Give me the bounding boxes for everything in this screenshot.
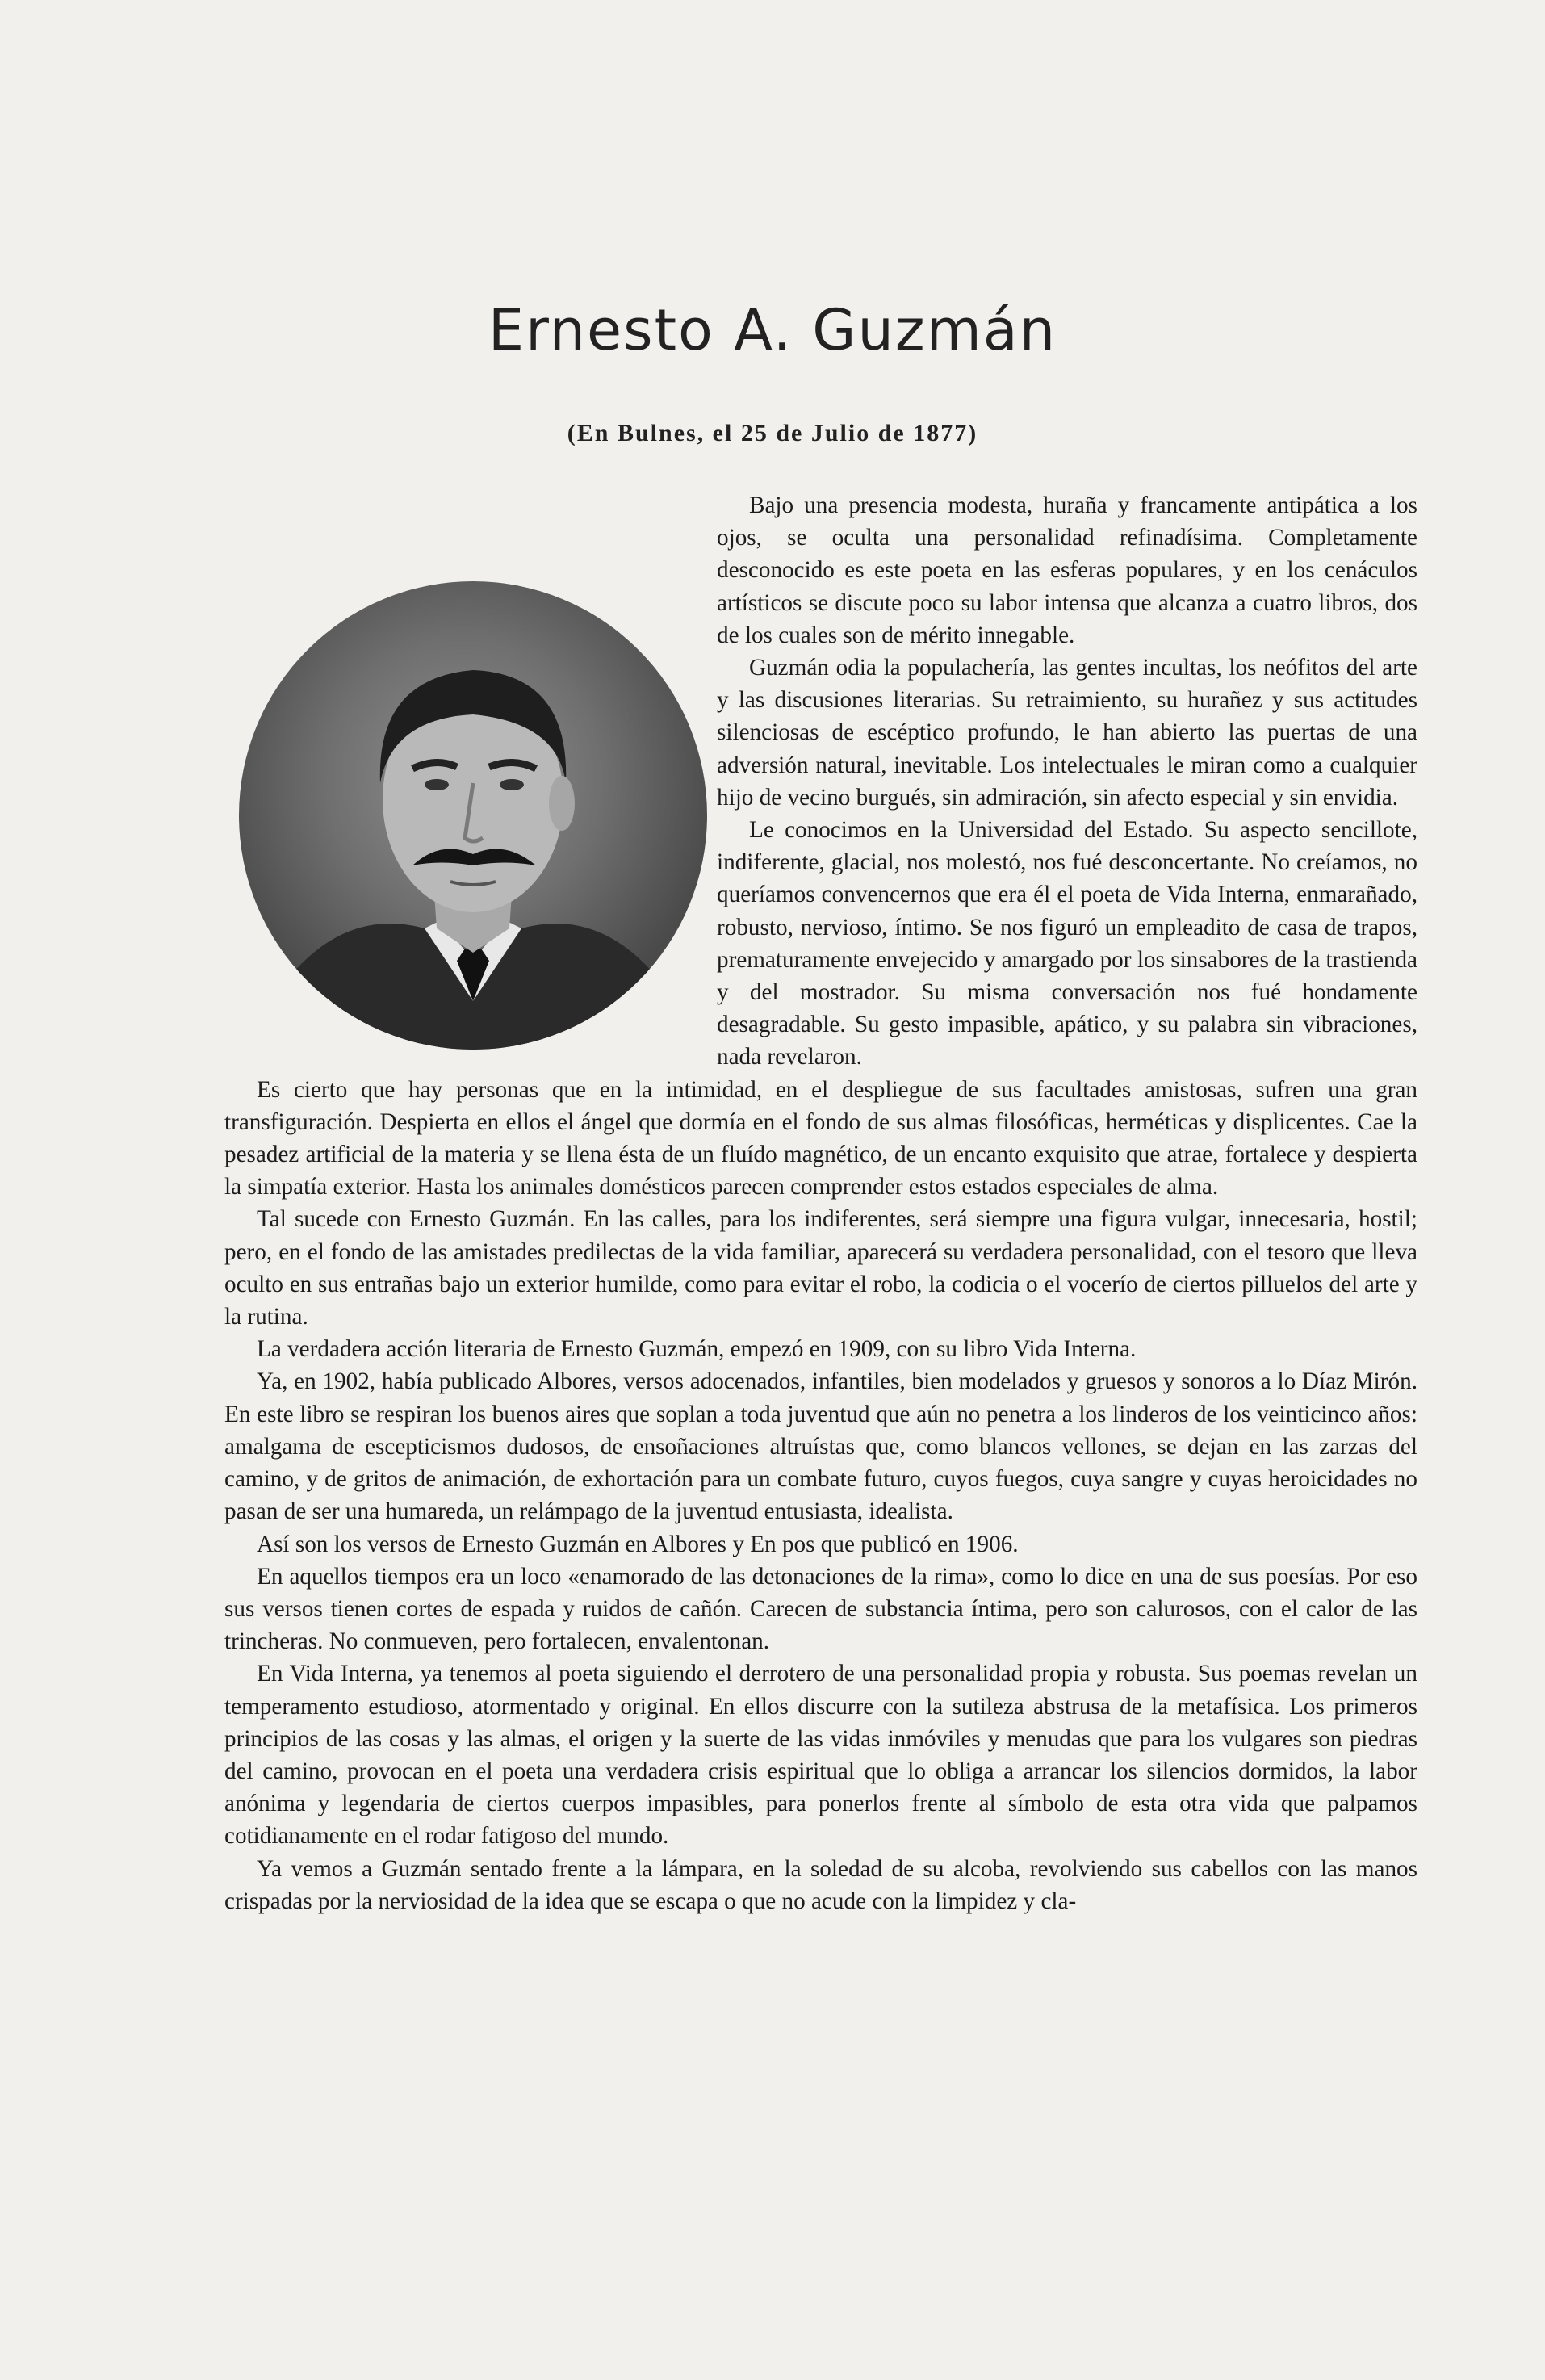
- paragraph: Ya, en 1902, había publicado Albores, versos adocenados, infantiles, bien modelados y gruesos y sonoros a lo Díaz Mirón. En este libro se respiran los buenos aires que soplan a toda juventud que aún no penetra a los linderos de los veinticinco años: amalgama de escepticismos dudosos, de ensoñaciones altruístas que, como blancos vellones, se dejan en las zarzas del camino, y de gritos de animación, de exhortación para un combate futuro, cuyos fuegos, cuya sangre y cuyas heroicidades no pasan de ser una humareda, un relámpago de la juventud entusiasta, idealista.: [224, 1368, 1417, 1525]
- paragraph: Bajo una presencia modesta, huraña y francamente antipática a los ojos, se oculta una personalidad refinadísima. Completamente desconocido es este poeta en las esferas populares, y en los cenáculos artísticos se discute poco su labor intensa que alcanza a cuatro libros, dos de los cuales son de mérito innegable.: [717, 492, 1417, 648]
- paragraph: Así son los versos de Ernesto Guzmán en Albores y En pos que publicó en 1906.: [257, 1531, 1019, 1557]
- page-title: Ernesto A. Guzmán: [488, 297, 1057, 363]
- paragraph: Tal sucede con Ernesto Guzmán. En las calles, para los indiferentes, será siempre una figura vulgar, innecesaria, hostil; pero, en el fondo de las amistades predilectas de la vida familiar, aparecerá su verdadera personalidad, con el tesoro que lleva oculto en sus entrañas bajo un exterior humilde, como para evitar el robo, la codicia o el vocerío de ciertos pilluelos del arte y la rutina.: [224, 1206, 1417, 1330]
- paragraph: En aquellos tiempos era un loco «enamorado de las detonaciones de la rima», como lo dice en una de sus poesías. Por eso sus versos tienen cortes de espada y ruidos de cañón. Carecen de substancia íntima, pero son calurosos, con el calor de las trincheras. No conmueven, pero fortalecen, envalentonan.: [224, 1563, 1417, 1655]
- paragraph: Le conocimos en la Universidad del Estado. Su aspecto sencillote, indiferente, glacial, nos molestó, nos fué desconcertante. No creíamos, no queríamos convencernos que era él el poeta de Vida Interna, enmarañado, robusto, nervioso, íntimo. Se nos figuró un empleadito de casa de trapos, prematuramente envejecido y amargado por los sinsabores de la trastienda y del mostrador. Su misma conversación nos fué hondamente desagradable. Su gesto impasible, apático, y su palabra sin vibraciones, nada revelaron.: [717, 817, 1417, 1071]
- paragraph: La verdadera acción literaria de Ernesto Guzmán, empezó en 1909, con su libro Vida Interna.: [257, 1336, 1137, 1363]
- paragraph: Ya vemos a Guzmán sentado frente a la lámpara, en la soledad de su alcoba, revolviendo sus cabellos con las manos crispadas por la nerviosidad de la idea que se escapa o que no acude con la limpidez y cla-: [224, 1855, 1417, 1914]
- article-body: [224, 489, 1417, 2120]
- portrait-wrap-space: [224, 489, 717, 1066]
- paragraph: Guzmán odia la populachería, las gentes incultas, los neófitos del arte y las discusiones literarias. Su retraimiento, su hurañez y sus actitudes silenciosas de escéptico profundo, le han abierto las puertas de una adversión natural, inevitable. Los intelectuales le miran como a cualquier hijo de vecino burgués, sin admiración, sin afecto especial y sin envidia.: [717, 655, 1417, 811]
- page-subtitle: (En Bulnes, el 25 de Julio de 1877): [567, 420, 978, 446]
- paragraph: En Vida Interna, ya tenemos al poeta siguiendo el derrotero de una personalidad propia y robusta. Sus poemas revelan un temperamento estudioso, atormentado y original. En ellos discurre con la sutileza abstrusa de la metafísica. Los primeros principios de las cosas y las almas, el origen y la suerte de las vidas inmóviles y menudas que para los vulgares son piedras del camino, provocan en el poeta una verdadera crisis espiritual que lo obliga a arrancar los silencios dormidos, la labor anónima y legendaria de ciertos cuerpos impasibles, para ponerlos frente al símbolo de esta otra vida que palpamos cotidianamente en el rodar fatigoso del mundo.: [224, 1661, 1417, 1850]
- paragraph: Es cierto que hay personas que en la intimidad, en el despliegue de sus facultades amistosas, sufren una gran transfiguración. Despierta en ellos el ángel que dormía en el fondo de sus almas filosóficas, herméticas y displicentes. Cae la pesadez artificial de la materia y se llena ésta de un fluído magnético, de un encanto exquisito que atrae, fortalece y despierta la simpatía exterior. Hasta los animales domésticos parecen comprender estos estados especiales de alma.: [224, 1076, 1417, 1200]
